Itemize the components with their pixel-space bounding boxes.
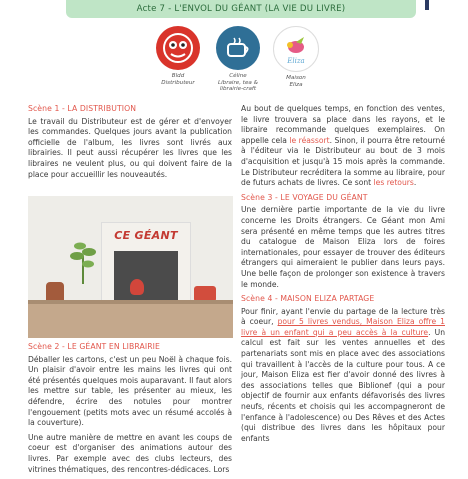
logo-bldd [154,26,202,86]
logo-name: Céline [229,73,247,79]
scene-4-text: Pour finir, ayant l'envie du partage de la lecture très à coeur, pour 5 livres vendus, Maison Eliza offre 1 livre à un enfant qui a peu accès à la culture. Un calcul est fait sur les ventes annuelles et des partenariats sont mis en place avec des associations qui travaillent à l'accès de la culture pour tous. A ce jour, Maison Eliza est fier d'avoir donné des livres à des associations telles que Biblionef (qui a pour objectif de fournir aux enfants défavorisés des livres neufs, récents et choisis qui les accompagneront de l'enfance à l'adolescence) ou Des Rêves et des Actes (qui distribue des livres dans les hôpitaux pour enfants [241,306,446,443]
shelf [28,300,233,338]
logo-name: Maison [286,75,306,81]
left-column [28,104,232,184]
page-title: Acte 7 - L'ENVOL DU GÉANT (LA VIE DU LIVRE) [66,0,416,18]
vase [46,282,64,302]
scene-2-heading: Scène 2 - LE GÉANT EN LIBRAIRIE [28,342,160,351]
scene-1-heading: Scène 1 - LA DISTRIBUTION [28,104,137,113]
teacup-icon [216,26,260,70]
scene-1-text: Le travail du Distributeur est de gérer et d'envoyer les commandes. Quelques jours avant la publication officielle de l'album, les livres sont livrés aux librairies. Il peut aussi récupérer les livres que les libraires ne veulent plus, ou qui doivent faire de la place pour accueillir les nouveautés. [28,116,232,179]
donation-link[interactable]: pour 5 livres vendus, Maison Eliza offre 1 livre à un enfant qui a peu accès à la culture [241,317,445,337]
reassort-link[interactable]: le réassort [289,135,330,145]
logo-role: Eliza [289,81,303,88]
partner-logos [148,26,328,96]
scene-4-heading: Scène 4 - MAISON ELIZA PARTAGE [241,294,375,304]
scene-3-heading: Scène 3 - LE VOYAGE DU GÉANT [241,192,368,202]
left-column-bottom [28,342,232,479]
logo-celine [214,26,262,93]
scene-2-text: Déballer les cartons, c'est un peu Noël à chaque fois. Un plaisir d'avoir entre les mains les livres qui ont été présentés quelques mois auparavant. Il faut alors les mettre sur table, les présenter au mieux, les défendre, écrire des notules pour montrer l'engouement (petits mots avec un résumé accolés à la couverture). [28,354,232,428]
logo-name: Bldd [171,73,185,79]
plant-icon [68,236,98,286]
logo-maison-eliza [272,26,320,88]
logo-role: Libraire, tea & librairie-craft [217,79,258,93]
bird-icon [273,26,319,72]
retours-link[interactable]: les retours [373,178,414,188]
bldd-logo-icon [156,26,200,70]
red-bird-icon [130,279,144,295]
corner-marker [425,0,429,10]
reassort-paragraph: Au bout de quelques temps, en fonction des ventes, le livre trouvera sa place dans les rayons, et le libraire recommande quelques exemplaires. On appelle cela le réassort. Sinon, il pourra être retourné à l'éditeur via le Distributeur au bout de 3 mois d'acquisition et jusqu'à 15 mois après la commande. Le Distributeur recréditera la somme au libraire, pour de futurs achats de livres. Ce sont les retours. [241,104,445,188]
right-column [241,104,445,448]
bookstore-photo [28,196,233,338]
logo-role: Distributeur [161,79,195,86]
scene-3-text: Une dernière partie importante de la vie du livre concerne les Droits étrangers. Ce Géant mon Ami sera présenté en même temps que les autres titres du catalogue de Maison Eliza lors de foires internationales, pour essayer de trouver des éditeurs étrangers qui aimeraient le publier dans leurs pays. Une belle façon de prolonger son existence à travers le monde. [241,205,445,289]
scene-2-text-2: Une autre manière de mettre en avant les coups de coeur est d'organiser des animations autour des livres. Par exemple avec des clubs lecteurs, des vitrines thématiques, des rencontres-dédicaces. Lors [28,432,232,474]
svg-text:Eliza: Eliza [287,57,305,65]
book-title: CE GÉANT [114,229,178,242]
